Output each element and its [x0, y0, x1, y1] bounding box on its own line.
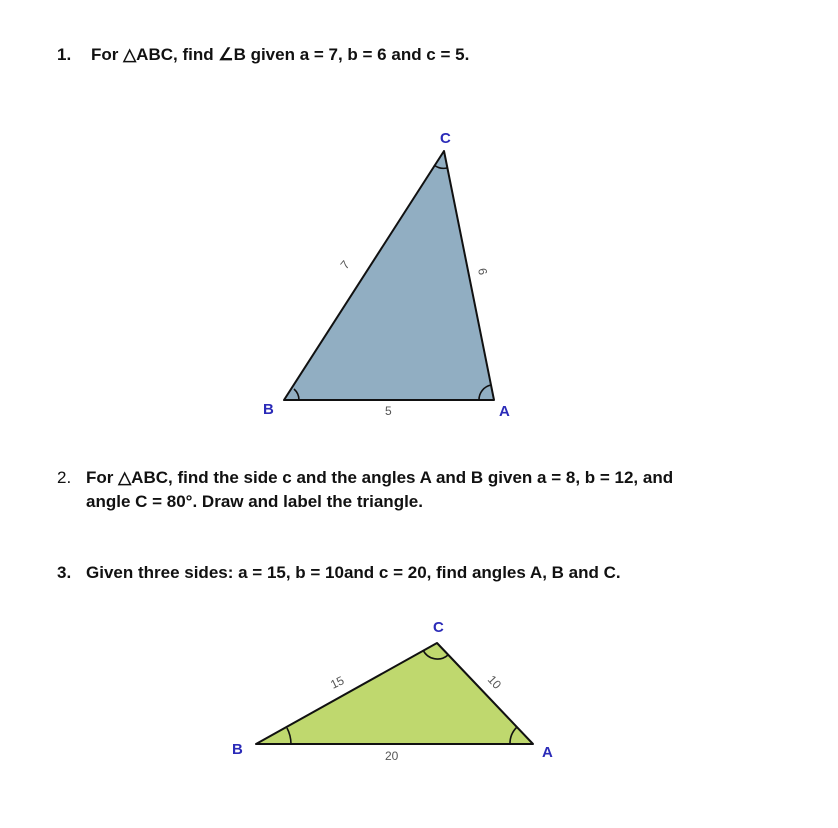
triangle-3-vertex-A: A: [542, 744, 553, 761]
problem-2-text-line2: angle C = 80°. Draw and label the triangle.: [86, 492, 423, 511]
triangle-1-figure: [263, 130, 510, 420]
triangle-1-vertex-A: A: [499, 403, 510, 420]
triangle-1-side-c: 5: [385, 404, 392, 418]
triangle-3-shape: [256, 643, 533, 744]
triangle-1-side-b: 6: [475, 266, 491, 277]
triangle-1-vertex-C: C: [440, 130, 451, 147]
triangle-3-side-b: 10: [484, 672, 505, 692]
triangle-1-vertex-B: B: [263, 401, 274, 418]
triangle-3-figure: [232, 619, 553, 763]
problem-1-text: For △ABC, find ∠B given a = 7, b = 6 and c = 5.: [91, 45, 470, 64]
triangle-3-vertex-C: C: [433, 619, 444, 636]
triangle-3-side-c: 20: [385, 749, 399, 763]
problem-2-number: 2.: [57, 468, 72, 487]
triangle-3-side-a: 15: [328, 673, 347, 692]
triangle-1-shape: [284, 151, 494, 400]
problem-1-number: 1.: [57, 45, 72, 64]
problem-3-text: Given three sides: a = 15, b = 10and c = 20, find angles A, B and C.: [86, 563, 621, 582]
triangle-1-side-a: 7: [337, 257, 353, 272]
triangle-3-vertex-B: B: [232, 741, 243, 758]
problem-2-text-line1: For △ABC, find the side c and the angles A and B given a = 8, b = 12, and: [86, 468, 674, 487]
problem-3-number: 3.: [57, 563, 72, 582]
